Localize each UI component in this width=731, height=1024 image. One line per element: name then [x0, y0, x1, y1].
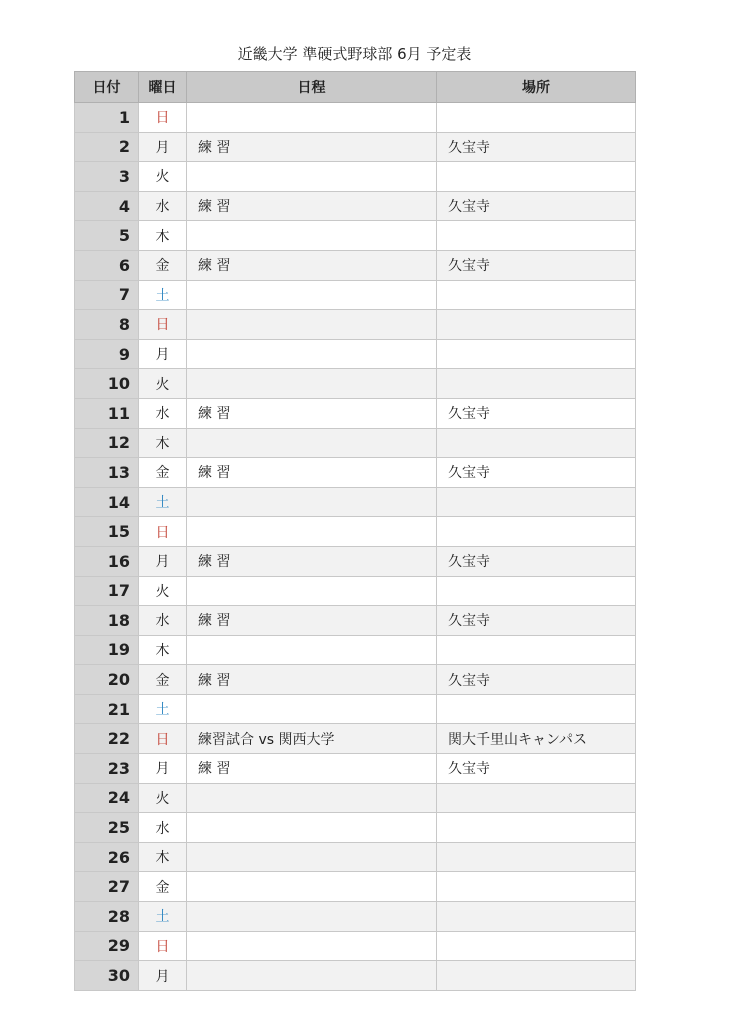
table-row — [75, 191, 636, 221]
day-cell: 4 — [75, 191, 139, 221]
day-cell: 16 — [75, 546, 139, 576]
table-row — [75, 369, 636, 399]
table-row — [75, 132, 636, 162]
place-cell — [437, 961, 636, 991]
weekday-cell: 木 — [139, 221, 187, 251]
place-cell — [437, 280, 636, 310]
day-cell: 29 — [75, 931, 139, 961]
header-place: 場所 — [437, 72, 636, 103]
place-cell — [437, 310, 636, 340]
event-cell: 練 習 — [187, 250, 437, 280]
table-row — [75, 754, 636, 784]
weekday-cell: 月 — [139, 132, 187, 162]
event-cell — [187, 842, 437, 872]
event-cell — [187, 902, 437, 932]
weekday-cell: 日 — [139, 310, 187, 340]
table-row — [75, 398, 636, 428]
event-cell — [187, 487, 437, 517]
table-row — [75, 339, 636, 369]
weekday-cell: 土 — [139, 902, 187, 932]
event-cell — [187, 280, 437, 310]
table-row — [75, 902, 636, 932]
weekday-cell: 土 — [139, 280, 187, 310]
day-cell: 8 — [75, 310, 139, 340]
event-cell: 練 習 — [187, 458, 437, 488]
day-cell: 19 — [75, 635, 139, 665]
table-row — [75, 842, 636, 872]
place-cell — [437, 487, 636, 517]
day-cell: 9 — [75, 339, 139, 369]
weekday-cell: 火 — [139, 783, 187, 813]
place-cell — [437, 369, 636, 399]
weekday-cell: 土 — [139, 487, 187, 517]
event-cell — [187, 694, 437, 724]
event-cell — [187, 961, 437, 991]
day-cell: 22 — [75, 724, 139, 754]
weekday-cell: 火 — [139, 162, 187, 192]
day-cell: 13 — [75, 458, 139, 488]
weekday-cell: 金 — [139, 665, 187, 695]
event-cell — [187, 103, 437, 133]
table-row — [75, 250, 636, 280]
day-cell: 15 — [75, 517, 139, 547]
place-cell — [437, 221, 636, 251]
table-row — [75, 280, 636, 310]
place-cell: 久宝寺 — [437, 754, 636, 784]
day-cell: 27 — [75, 872, 139, 902]
header-row — [75, 72, 636, 103]
table-row — [75, 694, 636, 724]
day-cell: 7 — [75, 280, 139, 310]
table-row — [75, 517, 636, 547]
place-cell: 関大千里山キャンパス — [437, 724, 636, 754]
table-row — [75, 783, 636, 813]
day-cell: 30 — [75, 961, 139, 991]
page-title: 近畿大学 準硬式野球部 6月 予定表 — [237, 45, 472, 63]
event-cell — [187, 221, 437, 251]
event-cell: 練習試合 vs 関西大学 — [187, 724, 437, 754]
weekday-cell: 月 — [139, 339, 187, 369]
event-cell — [187, 339, 437, 369]
weekday-cell: 水 — [139, 398, 187, 428]
place-cell: 久宝寺 — [437, 458, 636, 488]
table-row — [75, 458, 636, 488]
day-cell: 14 — [75, 487, 139, 517]
place-cell — [437, 103, 636, 133]
day-cell: 10 — [75, 369, 139, 399]
event-cell: 練 習 — [187, 546, 437, 576]
header-day: 日付 — [75, 72, 139, 103]
weekday-cell: 水 — [139, 191, 187, 221]
place-cell — [437, 162, 636, 192]
weekday-cell: 月 — [139, 961, 187, 991]
day-cell: 25 — [75, 813, 139, 843]
day-cell: 5 — [75, 221, 139, 251]
place-cell — [437, 635, 636, 665]
day-cell: 12 — [75, 428, 139, 458]
day-cell: 2 — [75, 132, 139, 162]
weekday-cell: 日 — [139, 517, 187, 547]
schedule-body — [75, 103, 636, 991]
weekday-cell: 土 — [139, 694, 187, 724]
table-row — [75, 546, 636, 576]
event-cell — [187, 783, 437, 813]
table-row — [75, 872, 636, 902]
table-row — [75, 310, 636, 340]
table-row — [75, 665, 636, 695]
place-cell — [437, 902, 636, 932]
weekday-cell: 火 — [139, 369, 187, 399]
place-cell: 久宝寺 — [437, 665, 636, 695]
weekday-cell: 火 — [139, 576, 187, 606]
weekday-cell: 月 — [139, 546, 187, 576]
day-cell: 23 — [75, 754, 139, 784]
table-row — [75, 606, 636, 636]
place-cell: 久宝寺 — [437, 250, 636, 280]
day-cell: 18 — [75, 606, 139, 636]
table-row — [75, 103, 636, 133]
table-row — [75, 724, 636, 754]
event-cell — [187, 369, 437, 399]
weekday-cell: 日 — [139, 103, 187, 133]
day-cell: 26 — [75, 842, 139, 872]
day-cell: 17 — [75, 576, 139, 606]
weekday-cell: 日 — [139, 931, 187, 961]
weekday-cell: 金 — [139, 872, 187, 902]
event-cell: 練 習 — [187, 754, 437, 784]
event-cell: 練 習 — [187, 398, 437, 428]
place-cell: 久宝寺 — [437, 191, 636, 221]
day-cell: 24 — [75, 783, 139, 813]
place-cell — [437, 517, 636, 547]
header-event: 日程 — [187, 72, 437, 103]
place-cell — [437, 783, 636, 813]
day-cell: 11 — [75, 398, 139, 428]
table-row — [75, 428, 636, 458]
event-cell: 練 習 — [187, 132, 437, 162]
event-cell — [187, 635, 437, 665]
table-row — [75, 813, 636, 843]
weekday-cell: 水 — [139, 813, 187, 843]
table-row — [75, 221, 636, 251]
place-cell — [437, 694, 636, 724]
event-cell — [187, 872, 437, 902]
event-cell — [187, 931, 437, 961]
weekday-cell: 木 — [139, 635, 187, 665]
schedule-table — [74, 71, 636, 991]
weekday-cell: 日 — [139, 724, 187, 754]
day-cell: 1 — [75, 103, 139, 133]
event-cell — [187, 162, 437, 192]
event-cell — [187, 310, 437, 340]
header-dow: 曜日 — [139, 72, 187, 103]
event-cell — [187, 428, 437, 458]
table-row — [75, 576, 636, 606]
day-cell: 3 — [75, 162, 139, 192]
event-cell — [187, 576, 437, 606]
weekday-cell: 金 — [139, 458, 187, 488]
weekday-cell: 月 — [139, 754, 187, 784]
place-cell — [437, 339, 636, 369]
weekday-cell: 水 — [139, 606, 187, 636]
event-cell: 練 習 — [187, 606, 437, 636]
event-cell: 練 習 — [187, 665, 437, 695]
table-row — [75, 961, 636, 991]
place-cell: 久宝寺 — [437, 398, 636, 428]
place-cell: 久宝寺 — [437, 132, 636, 162]
place-cell — [437, 428, 636, 458]
event-cell — [187, 517, 437, 547]
table-row — [75, 635, 636, 665]
place-cell: 久宝寺 — [437, 606, 636, 636]
table-row — [75, 487, 636, 517]
place-cell — [437, 813, 636, 843]
day-cell: 20 — [75, 665, 139, 695]
event-cell: 練 習 — [187, 191, 437, 221]
place-cell: 久宝寺 — [437, 546, 636, 576]
table-row — [75, 162, 636, 192]
place-cell — [437, 842, 636, 872]
table-row — [75, 931, 636, 961]
place-cell — [437, 872, 636, 902]
day-cell: 28 — [75, 902, 139, 932]
weekday-cell: 木 — [139, 428, 187, 458]
weekday-cell: 金 — [139, 250, 187, 280]
weekday-cell: 木 — [139, 842, 187, 872]
day-cell: 6 — [75, 250, 139, 280]
event-cell — [187, 813, 437, 843]
day-cell: 21 — [75, 694, 139, 724]
place-cell — [437, 931, 636, 961]
place-cell — [437, 576, 636, 606]
